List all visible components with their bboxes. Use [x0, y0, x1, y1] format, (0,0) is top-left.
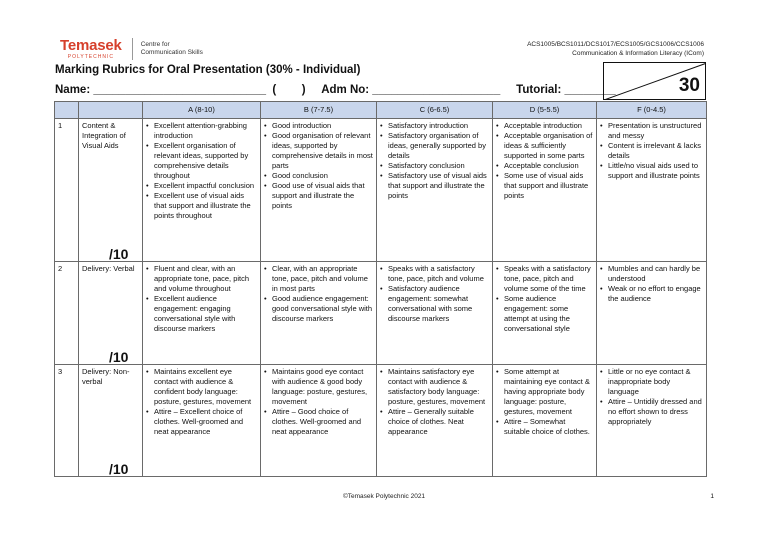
score-out-of: /10 — [109, 246, 129, 262]
descriptor-item: • Excellent organisation of relevant ideas, supported by comprehensive details throughout — [146, 141, 257, 181]
footer-copyright: ©Temasek Polytechnic 2021 — [342, 493, 426, 500]
descriptor-item: • Attire – Good choice of clothes. Well-groomed and neat appearance — [264, 407, 373, 437]
descriptor-item: • Satisfactory introduction — [380, 121, 489, 131]
descriptor-cell — [143, 119, 261, 262]
descriptor-cell — [261, 119, 377, 262]
rubric-row — [55, 119, 707, 262]
logo-divider — [132, 38, 133, 60]
descriptor-item: • Attire – Excellent choice of clothes. Well-groomed and neat appearance — [146, 407, 257, 437]
logo-mark — [60, 36, 122, 60]
rubric-row — [55, 262, 707, 365]
descriptor-item: • Clear, with an appropriate tone, pace, pitch and volume in most parts — [264, 264, 373, 294]
descriptor-list — [600, 367, 703, 427]
descriptor-item: • Maintains good eye contact with audience & good body language: posture, gestures, movement — [264, 367, 373, 407]
rubric-header-row — [55, 102, 707, 119]
descriptor-item: • Satisfactory conclusion — [380, 161, 489, 171]
module-codes — [527, 40, 704, 58]
descriptor-cell — [597, 262, 707, 365]
grade-header: B (7-7.5) — [261, 102, 377, 119]
descriptor-item: • Maintains excellent eye contact with audience & confident body language: posture, gestures, movement — [146, 367, 257, 407]
descriptor-item: • Acceptable conclusion — [496, 161, 593, 171]
descriptor-item: • Weak or no effort to engage the audience — [600, 284, 703, 304]
descriptor-item: • Some audience engagement: some attempt at using the conversational style — [496, 294, 593, 334]
descriptor-item: • Excellent use of visual aids that support and illustrate the points throughout — [146, 191, 257, 221]
descriptor-cell — [493, 365, 597, 477]
descriptor-item: • Maintains satisfactory eye contact with audience & satisfactory body language: posture, gestures, movement — [380, 367, 489, 407]
module-codes-line: ACS1005/BCS1011/DCS1017/ECS1005/GCS1006/CCS1006 — [527, 41, 704, 48]
descriptor-list — [496, 264, 593, 334]
descriptor-item: • Content is irrelevant & lacks details — [600, 141, 703, 161]
rubric-table — [54, 101, 707, 477]
descriptor-item: • Attire – Untidily dressed and no effort shown to dress appropriately — [600, 397, 703, 427]
rubric-row — [55, 365, 707, 477]
module-name-line: Communication & Information Literacy (ICom) — [572, 50, 704, 57]
centre-line-2: Communication Skills — [140, 49, 203, 56]
descriptor-cell — [261, 365, 377, 477]
descriptor-item: • Good conclusion — [264, 171, 373, 181]
grade-header: F (0-4.5) — [597, 102, 707, 119]
criterion-label: Delivery: Non-verbal — [82, 367, 130, 386]
descriptor-list — [600, 264, 703, 304]
descriptor-list — [146, 264, 257, 334]
centre-line-1: Centre for — [140, 41, 170, 48]
centre-name — [141, 41, 203, 57]
criterion-cell — [79, 119, 143, 262]
header-num-cell — [55, 102, 79, 119]
row-number: 2 — [55, 262, 79, 365]
descriptor-item: • Little or no eye contact & inappropriate body language — [600, 367, 703, 397]
descriptor-cell — [143, 262, 261, 365]
row-number: 1 — [55, 119, 79, 262]
descriptor-item: • Good use of visual aids that support and illustrate the points — [264, 181, 373, 211]
grade-header: A (8-10) — [143, 102, 261, 119]
descriptor-list — [264, 367, 373, 437]
descriptor-item: • Mumbles and can hardly be understood — [600, 264, 703, 284]
criterion-cell — [79, 262, 143, 365]
descriptor-cell — [143, 365, 261, 477]
descriptor-item: • Excellent impactful conclusion — [146, 181, 257, 191]
descriptor-list — [380, 264, 489, 324]
descriptor-list — [264, 121, 373, 211]
descriptor-item: • Speaks with a satisfactory tone, pace, pitch and volume some of the time — [496, 264, 593, 294]
descriptor-cell — [493, 262, 597, 365]
descriptor-cell — [597, 365, 707, 477]
descriptor-item: • Speaks with a satisfactory tone, pace, pitch and volume — [380, 264, 489, 284]
grade-header: C (6-6.5) — [377, 102, 493, 119]
descriptor-list — [264, 264, 373, 324]
descriptor-list — [496, 121, 593, 201]
student-details-line: Name: ___________________________ ( ) Adm No: ____________________ Tutorial: ________ — [55, 84, 616, 96]
descriptor-item: • Good organisation of relevant ideas, supported by comprehensive details in most parts — [264, 131, 373, 171]
descriptor-cell — [493, 119, 597, 262]
score-out-of: /10 — [109, 349, 129, 365]
descriptor-cell — [377, 365, 493, 477]
descriptor-cell — [377, 119, 493, 262]
descriptor-item: • Some attempt at maintaining eye contact & having appropriate body language: posture, gestures, movement — [496, 367, 593, 417]
descriptor-item: • Attire – Somewhat suitable choice of clothes. — [496, 417, 593, 437]
descriptor-list — [146, 121, 257, 221]
descriptor-cell — [597, 119, 707, 262]
descriptor-cell — [261, 262, 377, 365]
total-score: 30 — [678, 75, 700, 96]
descriptor-item: • Fluent and clear, with an appropriate tone, pace, pitch and volume throughout — [146, 264, 257, 294]
descriptor-item: • Satisfactory use of visual aids that support and illustrate the points — [380, 171, 489, 201]
descriptor-list — [496, 367, 593, 437]
criterion-label: Delivery: Verbal — [82, 264, 135, 273]
page-title: Marking Rubrics for Oral Presentation (30% - Individual) — [55, 64, 361, 76]
descriptor-item: • Acceptable organisation of ideas & sufficiently supported in some parts — [496, 131, 593, 161]
descriptor-item: • Presentation is unstructured and messy — [600, 121, 703, 141]
header-criterion-cell — [79, 102, 143, 119]
logo-word: Temasek — [60, 36, 122, 54]
descriptor-item: • Attire – Generally suitable choice of clothes. Neat appearance — [380, 407, 489, 437]
descriptor-item: • Acceptable introduction — [496, 121, 593, 131]
descriptor-item: • Little/no visual aids used to support and illustrate points — [600, 161, 703, 181]
descriptor-item: • Good audience engagement: good conversational style with discourse markers — [264, 294, 373, 324]
temasek-logo — [60, 38, 203, 60]
descriptor-item: • Excellent attention-grabbing introduction — [146, 121, 257, 141]
logo-subtitle: POLYTECHNIC — [67, 53, 114, 60]
descriptor-list — [380, 121, 489, 201]
descriptor-list — [600, 121, 703, 181]
criterion-cell — [79, 365, 143, 477]
descriptor-list — [146, 367, 257, 437]
descriptor-item: • Excellent audience engagement: engaging conversational style with discourse markers — [146, 294, 257, 334]
total-score-box — [603, 62, 706, 100]
descriptor-list — [380, 367, 489, 437]
descriptor-item: • Good introduction — [264, 121, 373, 131]
descriptor-item: • Some use of visual aids that support and illustrate points — [496, 171, 593, 201]
descriptor-cell — [377, 262, 493, 365]
grade-header: D (5-5.5) — [493, 102, 597, 119]
descriptor-item: • Satisfactory organisation of ideas, generally supported by details — [380, 131, 489, 161]
row-number: 3 — [55, 365, 79, 477]
descriptor-item: • Satisfactory audience engagement: somewhat conversational with some discourse markers — [380, 284, 489, 324]
page-number: 1 — [710, 493, 714, 500]
score-out-of: /10 — [109, 461, 129, 477]
criterion-label: Content & Integration of Visual Aids — [82, 121, 126, 150]
